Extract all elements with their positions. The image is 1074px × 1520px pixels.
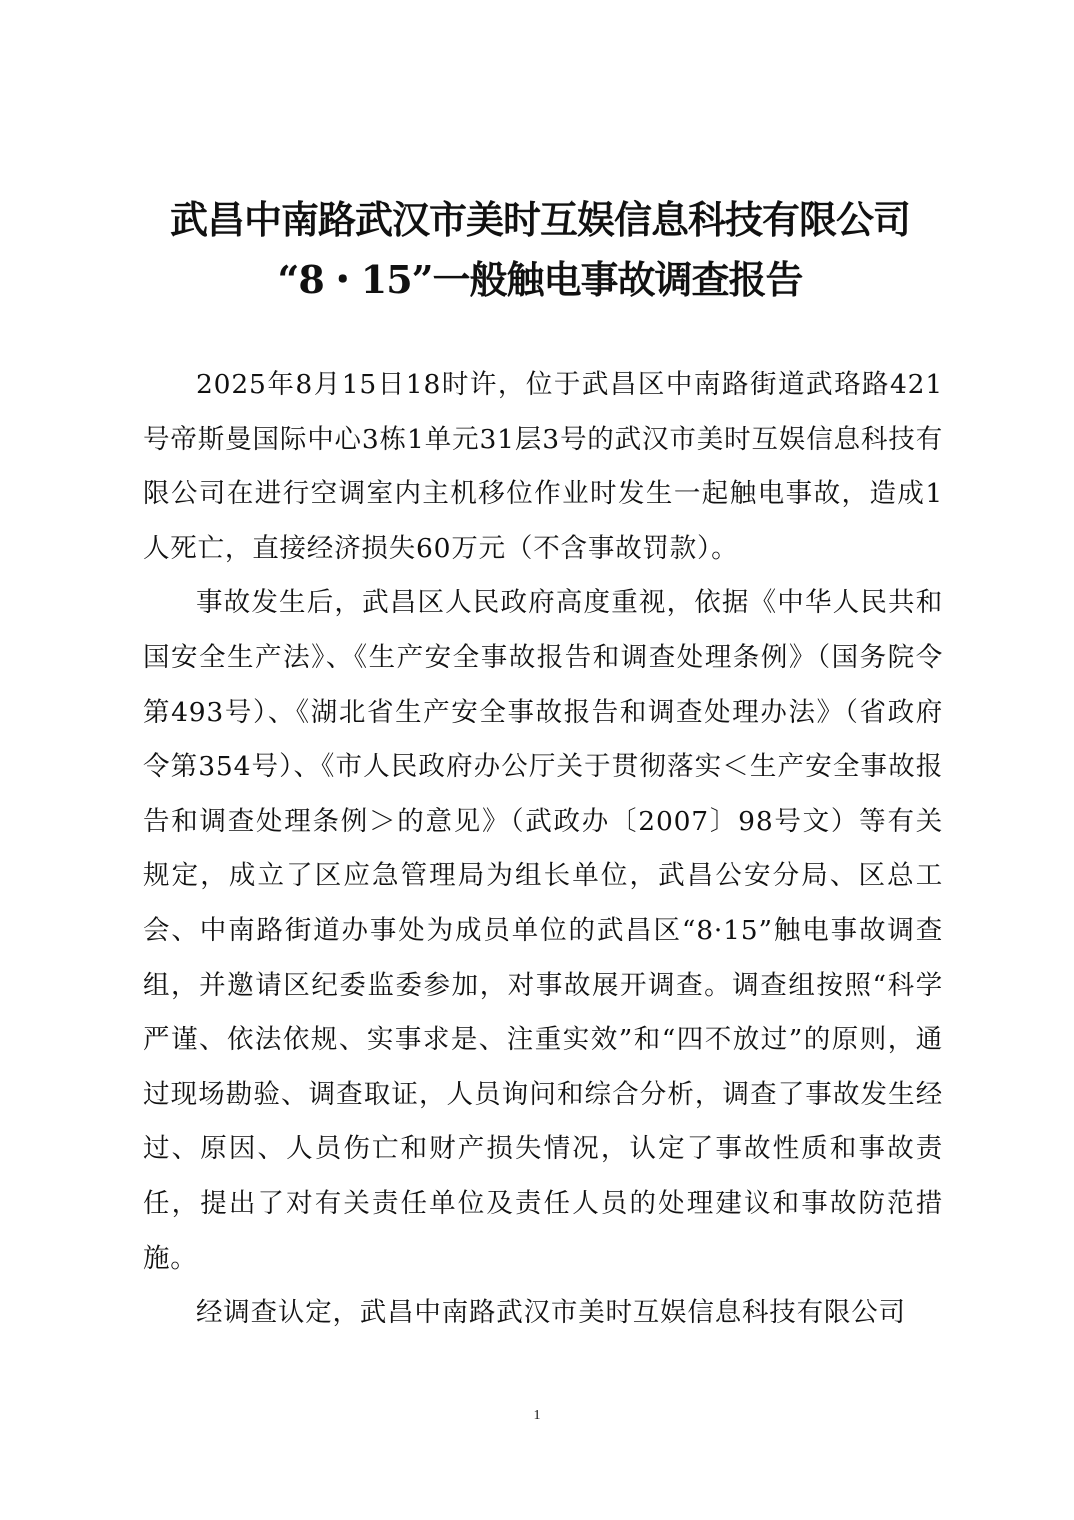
paragraph-investigation: 事故发生后，武昌区人民政府高度重视，依据《中华人民共和国安全生产法》、《生产安全事故报告和调查处理条例》（国务院令第493号）、《湖北省生产安全事故报告和调查处理办法》（省政府令第354号）、《市人民政府办公厅关于贯彻落实＜生产安全事故报告和调查处理条例＞的意见》（武政办〔2007〕98号文）等有关规定，成立了区应急管理局为组长单位，武昌公安分局、区总工会、中南路街道办事处为成员单位的武昌区“8·15”触电事故调查组，并邀请区纪委监委参加，对事故展开调查。调查组按照“科学严谨、依法依规、实事求是、注重实效”和“四不放过”的原则，通过现场勘验、调查取证，人员询问和综合分析，调查了事故发生经过、原因、人员伤亡和财产损失情况，认定了事故性质和事故责任，提出了对有关责任单位及责任人员的处理建议和事故防范措施。 xyxy=(143,587,943,1274)
title-line-1: 武昌中南路武汉市美时互娱信息科技有限公司 xyxy=(169,197,910,242)
paragraph-incident-summary: 2025年8月15日18时许，位于武昌区中南路街道武珞路421号帝斯曼国际中心3栋1单元31层3号的武汉市美时互娱信息科技有限公司在进行空调室内主机移位作业时发生一起触电事故，造成1人死亡，直接经济损失60万元（不含事故罚款）。 xyxy=(143,369,943,564)
paragraph-conclusion: 经调查认定，武昌中南路武汉市美时互娱信息科技有限公司 xyxy=(196,1297,906,1329)
document-title xyxy=(140,190,940,310)
title-line-2: “8・15”一般触电事故调查报告 xyxy=(277,257,803,302)
document-body xyxy=(143,358,943,1341)
page-number: 1 xyxy=(533,1408,541,1423)
